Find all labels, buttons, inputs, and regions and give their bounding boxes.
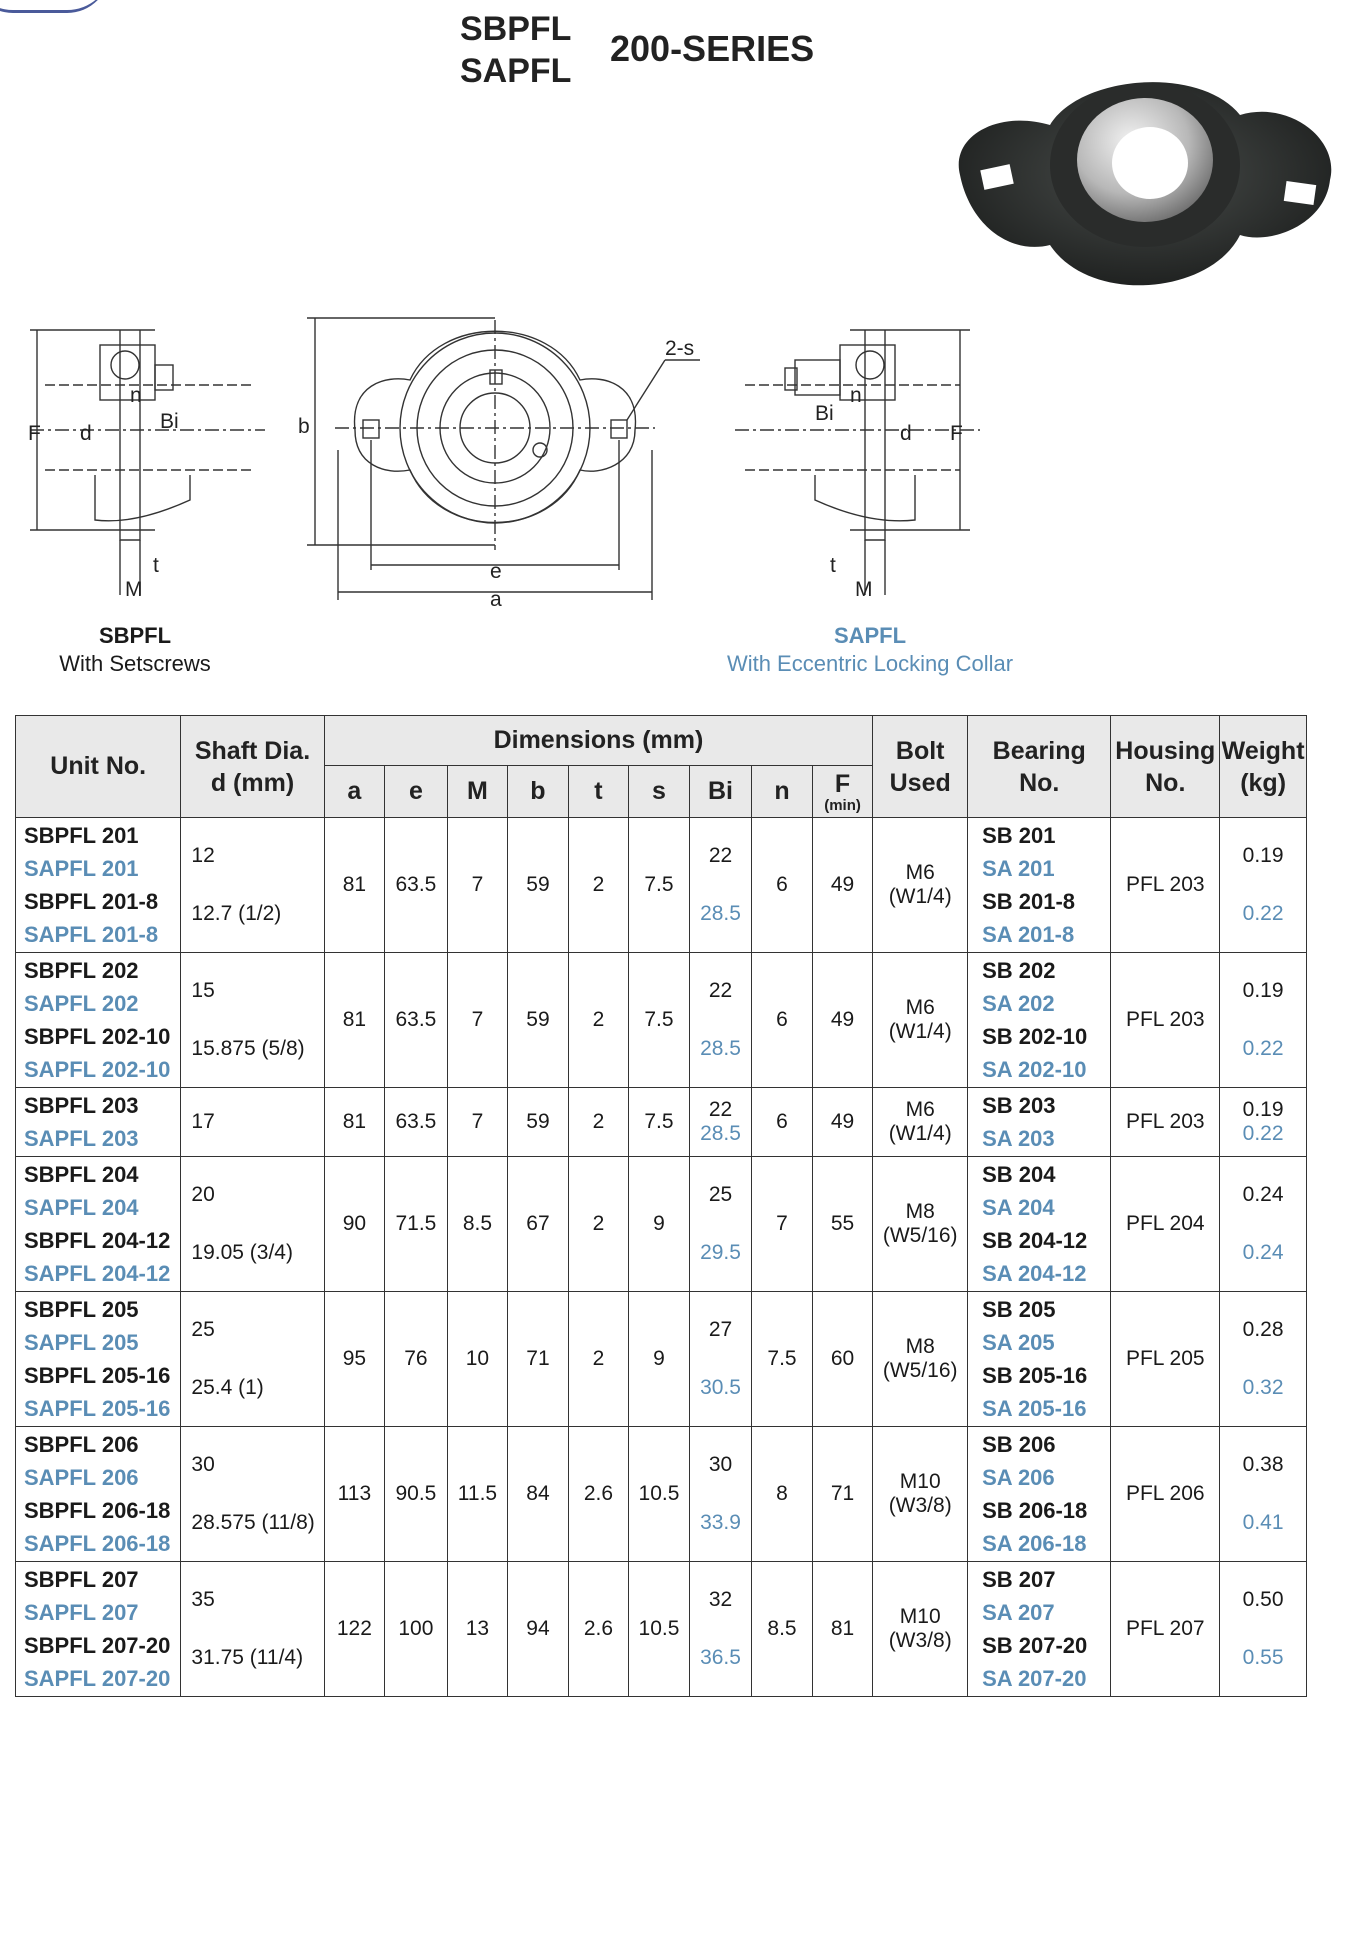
label-2s: 2-s (665, 337, 695, 360)
dim-Bi (689, 1427, 752, 1562)
housing-cell: PFL 206 (1111, 1427, 1220, 1562)
label-n: n (850, 384, 862, 407)
bearing-cell (968, 818, 1111, 953)
bearing-no: SB 204 (982, 1162, 1056, 1187)
dim-n: 8 (752, 1427, 813, 1562)
bearing-no: SB 202-10 (982, 1024, 1088, 1049)
dim-e: 63.5 (385, 953, 448, 1088)
weight-cell (1220, 818, 1307, 953)
dim-a: 113 (324, 1427, 385, 1562)
bi-value: 36.5 (700, 1646, 741, 1669)
sbpfl-caption (20, 622, 250, 678)
sapfl-side-drawing (730, 310, 990, 610)
unit-no: SAPFL 203 (24, 1126, 139, 1151)
dim-Bi (689, 1157, 752, 1292)
unit-no: SAPFL 205-16 (24, 1396, 171, 1421)
bolt-value: M10 (899, 1470, 941, 1493)
bi-value: 32 (708, 1588, 733, 1611)
col-s: s (629, 766, 690, 818)
housing-cell: PFL 204 (1111, 1157, 1220, 1292)
bolt-cell (873, 1157, 968, 1292)
bi-value: 28.5 (700, 1037, 741, 1060)
dim-M: 7 (447, 953, 508, 1088)
dim-b: 71 (508, 1292, 569, 1427)
table-row (16, 953, 1307, 1088)
bi-value: 25 (708, 1183, 733, 1206)
bearing-no: SB 201-8 (982, 889, 1076, 914)
bearing-no: SA 202-10 (982, 1057, 1087, 1082)
table-row (16, 1427, 1307, 1562)
col-e: e (385, 766, 448, 818)
dim-a: 90 (324, 1157, 385, 1292)
col-bolt: Bolt Used (873, 716, 968, 818)
table-row (16, 818, 1307, 953)
bearing-no: SB 206-18 (982, 1498, 1088, 1523)
label-t: t (153, 554, 159, 577)
sapfl-caption-name: SAPFL (833, 623, 907, 648)
bolt-value: M6 (905, 861, 935, 884)
shaft-cell (181, 818, 324, 953)
shaft-dia: 25 (191, 1318, 215, 1341)
weight-cell (1220, 1562, 1307, 1697)
bolt-value: M8 (905, 1200, 935, 1223)
shaft-dia: 30 (191, 1453, 215, 1476)
label-t: t (830, 554, 836, 577)
dim-t: 2 (568, 1292, 629, 1427)
bearing-no: SB 206 (982, 1432, 1056, 1457)
shaft-dia: 35 (191, 1588, 215, 1611)
dim-F: 55 (812, 1157, 873, 1292)
bolt-value: M8 (905, 1335, 935, 1358)
label-M: M (855, 578, 873, 601)
unit-no: SBPFL 206-18 (24, 1498, 171, 1523)
bolt-value: M6 (905, 1098, 935, 1121)
unit-no: SAPFL 206-18 (24, 1531, 171, 1556)
bolt-value: (W5/16) (882, 1359, 958, 1382)
unit-no: SAPFL 201 (24, 856, 139, 881)
col-M: M (447, 766, 508, 818)
dim-b: 94 (508, 1562, 569, 1697)
weight-value: 0.24 (1242, 1241, 1284, 1264)
unit-no: SBPFL 203 (24, 1093, 139, 1118)
dim-e: 63.5 (385, 1088, 448, 1157)
dim-t: 2 (568, 953, 629, 1088)
dim-n: 6 (752, 818, 813, 953)
weight-value: 0.41 (1242, 1511, 1284, 1534)
dim-n: 6 (752, 1088, 813, 1157)
dim-t: 2 (568, 818, 629, 953)
bolt-cell (873, 818, 968, 953)
dim-e: 90.5 (385, 1427, 448, 1562)
shaft-dia: 17 (191, 1110, 215, 1133)
weight-value: 0.22 (1242, 902, 1284, 925)
bi-value: 27 (708, 1318, 733, 1341)
dim-M: 13 (447, 1562, 508, 1697)
dim-a: 81 (324, 1088, 385, 1157)
dim-F: 49 (812, 818, 873, 953)
bi-value: 22 (708, 979, 733, 1002)
weight-cell (1220, 953, 1307, 1088)
unit-no-cell (16, 1088, 181, 1157)
bearing-no: SB 205 (982, 1297, 1056, 1322)
sbpfl-caption-desc: With Setscrews (59, 651, 211, 676)
title-line-sapfl: SAPFL (460, 52, 572, 90)
dim-e: 76 (385, 1292, 448, 1427)
weight-value: 0.50 (1242, 1588, 1284, 1611)
bi-value: 33.9 (700, 1511, 741, 1534)
table-row (16, 1292, 1307, 1427)
dim-t: 2 (568, 1157, 629, 1292)
bearing-no: SB 207-20 (982, 1633, 1088, 1658)
dim-a: 81 (324, 953, 385, 1088)
dim-n: 7 (752, 1157, 813, 1292)
weight-value: 0.22 (1242, 1037, 1284, 1060)
unit-no: SAPFL 206 (24, 1465, 139, 1490)
product-photo (940, 55, 1340, 315)
sbpfl-caption-name: SBPFL (98, 623, 172, 648)
weight-cell (1220, 1157, 1307, 1292)
bearing-no: SB 204-12 (982, 1228, 1088, 1253)
unit-no-cell (16, 1292, 181, 1427)
bearing-no: SB 205-16 (982, 1363, 1088, 1388)
bolt-value: (W3/8) (888, 1494, 952, 1517)
col-b: b (508, 766, 569, 818)
dim-Bi (689, 1088, 752, 1157)
table-row (16, 1157, 1307, 1292)
label-Bi: Bi (815, 402, 834, 425)
bi-value: 30 (708, 1453, 733, 1476)
shaft-dia: 25.4 (1) (191, 1376, 264, 1399)
col-weight: Weight (kg) (1220, 716, 1307, 818)
bearing-no: SA 203 (982, 1126, 1055, 1151)
bearing-no: SA 204-12 (982, 1261, 1087, 1286)
unit-no-cell (16, 1562, 181, 1697)
bolt-cell (873, 1088, 968, 1157)
col-unit: Unit No. (16, 716, 181, 818)
dim-b: 84 (508, 1427, 569, 1562)
col-shaft: Shaft Dia. d (mm) (181, 716, 324, 818)
page-title (460, 8, 815, 92)
dim-Bi (689, 1562, 752, 1697)
unit-no: SBPFL 204-12 (24, 1228, 171, 1253)
col-a: a (324, 766, 385, 818)
bolt-value: (W1/4) (888, 1020, 952, 1043)
bolt-cell (873, 1562, 968, 1697)
housing-cell: PFL 205 (1111, 1292, 1220, 1427)
shaft-dia: 12 (191, 844, 215, 867)
bearing-no: SA 207 (982, 1600, 1055, 1625)
bearing-no: SB 203 (982, 1093, 1056, 1118)
bi-value: 30.5 (700, 1376, 741, 1399)
shaft-cell (181, 1088, 324, 1157)
bi-value: 22 (708, 844, 733, 867)
dim-M: 7 (447, 1088, 508, 1157)
bolt-value: (W3/8) (888, 1629, 952, 1652)
label-M: M (125, 578, 143, 601)
label-a: a (490, 588, 502, 610)
label-d: d (80, 422, 92, 445)
weight-value: 0.55 (1242, 1646, 1284, 1669)
col-t: t (568, 766, 629, 818)
dim-t: 2 (568, 1088, 629, 1157)
bolt-cell (873, 1292, 968, 1427)
dim-s: 9 (629, 1157, 690, 1292)
unit-no: SAPFL 207-20 (24, 1666, 171, 1691)
bolt-value: (W1/4) (888, 1122, 952, 1145)
label-b: b (298, 415, 310, 438)
dim-M: 7 (447, 818, 508, 953)
dim-b: 67 (508, 1157, 569, 1292)
shaft-dia: 12.7 (1/2) (191, 902, 282, 925)
unit-no-cell (16, 1427, 181, 1562)
bolt-cell (873, 953, 968, 1088)
unit-no: SBPFL 206 (24, 1432, 139, 1457)
bolt-value: M10 (899, 1605, 941, 1628)
unit-no-cell (16, 953, 181, 1088)
bearing-no: SA 204 (982, 1195, 1055, 1220)
sapfl-caption (690, 622, 1050, 678)
dim-F: 71 (812, 1427, 873, 1562)
col-housing: Housing No. (1111, 716, 1220, 818)
dim-F: 49 (812, 953, 873, 1088)
bearing-no: SA 206 (982, 1465, 1055, 1490)
unit-no-cell (16, 818, 181, 953)
dim-Bi (689, 818, 752, 953)
dim-b: 59 (508, 818, 569, 953)
unit-no: SAPFL 201-8 (24, 922, 159, 947)
dim-F: 49 (812, 1088, 873, 1157)
col-n: n (752, 766, 813, 818)
dim-e: 71.5 (385, 1157, 448, 1292)
shaft-dia: 15 (191, 979, 215, 1002)
weight-cell (1220, 1292, 1307, 1427)
dim-s: 7.5 (629, 818, 690, 953)
housing-cell: PFL 203 (1111, 818, 1220, 953)
weight-value: 0.28 (1242, 1318, 1284, 1341)
sapfl-caption-desc: With Eccentric Locking Collar (726, 651, 1014, 676)
corner-mark (0, 0, 110, 13)
shaft-cell (181, 953, 324, 1088)
dim-M: 10 (447, 1292, 508, 1427)
weight-value: 0.22 (1242, 1122, 1284, 1145)
bearing-no: SB 207 (982, 1567, 1056, 1592)
unit-no: SBPFL 205-16 (24, 1363, 171, 1388)
dim-Bi (689, 953, 752, 1088)
bearing-no: SA 201 (982, 856, 1055, 881)
shaft-dia: 31.75 (11/4) (191, 1646, 304, 1669)
unit-no: SAPFL 207 (24, 1600, 139, 1625)
weight-value: 0.38 (1242, 1453, 1284, 1476)
bearing-no: SA 207-20 (982, 1666, 1087, 1691)
bearing-cell (968, 1427, 1111, 1562)
sbpfl-side-drawing (25, 310, 275, 610)
dim-e: 100 (385, 1562, 448, 1697)
dim-s: 10.5 (629, 1427, 690, 1562)
unit-no: SAPFL 202 (24, 991, 139, 1016)
bearing-no: SA 201-8 (982, 922, 1075, 947)
spec-table (15, 715, 1307, 1697)
label-n: n (130, 384, 142, 407)
bi-value: 29.5 (700, 1241, 741, 1264)
unit-no: SBPFL 202 (24, 958, 139, 983)
shaft-cell (181, 1562, 324, 1697)
dim-M: 8.5 (447, 1157, 508, 1292)
dim-n: 7.5 (752, 1292, 813, 1427)
bearing-cell (968, 1562, 1111, 1697)
dim-a: 122 (324, 1562, 385, 1697)
bolt-value: (W5/16) (882, 1224, 958, 1247)
bolt-value: (W1/4) (888, 885, 952, 908)
dim-s: 7.5 (629, 1088, 690, 1157)
dim-a: 95 (324, 1292, 385, 1427)
dim-b: 59 (508, 1088, 569, 1157)
housing-cell: PFL 207 (1111, 1562, 1220, 1697)
dim-e: 63.5 (385, 818, 448, 953)
dim-s: 7.5 (629, 953, 690, 1088)
bearing-cell (968, 1292, 1111, 1427)
dim-n: 6 (752, 953, 813, 1088)
label-F: F (950, 422, 963, 445)
bearing-no: SA 206-18 (982, 1531, 1087, 1556)
bearing-no: SA 205 (982, 1330, 1055, 1355)
col-dimensions: Dimensions (mm) (324, 716, 873, 766)
bearing-no: SA 202 (982, 991, 1055, 1016)
title-line-sbpfl: SBPFL (460, 10, 572, 48)
dim-b: 59 (508, 953, 569, 1088)
unit-no: SBPFL 207 (24, 1567, 139, 1592)
weight-value: 0.19 (1242, 844, 1284, 867)
title-series: 200-SERIES (610, 28, 815, 69)
weight-value: 0.19 (1242, 1098, 1284, 1121)
bolt-cell (873, 1427, 968, 1562)
bearing-cell (968, 953, 1111, 1088)
bi-value: 28.5 (700, 1122, 741, 1145)
dim-a: 81 (324, 818, 385, 953)
shaft-dia: 15.875 (5/8) (191, 1037, 305, 1060)
bearing-no: SB 201 (982, 823, 1056, 848)
bolt-value: M6 (905, 996, 935, 1019)
front-drawing (295, 300, 715, 610)
unit-no: SAPFL 204-12 (24, 1261, 171, 1286)
shaft-dia: 28.575 (11/8) (191, 1511, 315, 1534)
label-e: e (490, 560, 502, 583)
bi-value: 22 (708, 1098, 733, 1121)
table-row (16, 1088, 1307, 1157)
bi-value: 28.5 (700, 902, 741, 925)
weight-cell (1220, 1427, 1307, 1562)
col-bearing: Bearing No. (968, 716, 1111, 818)
unit-no: SBPFL 202-10 (24, 1024, 171, 1049)
dim-F: 81 (812, 1562, 873, 1697)
weight-value: 0.32 (1242, 1376, 1284, 1399)
dim-Bi (689, 1292, 752, 1427)
bearing-cell (968, 1157, 1111, 1292)
dim-F: 60 (812, 1292, 873, 1427)
table-row (16, 1562, 1307, 1697)
unit-no: SAPFL 204 (24, 1195, 139, 1220)
unit-no: SBPFL 201-8 (24, 889, 159, 914)
dim-s: 10.5 (629, 1562, 690, 1697)
col-F: F (min) (812, 766, 873, 818)
housing-cell: PFL 203 (1111, 1088, 1220, 1157)
unit-no: SBPFL 204 (24, 1162, 139, 1187)
dim-M: 11.5 (447, 1427, 508, 1562)
shaft-dia: 20 (191, 1183, 215, 1206)
label-F: F (28, 422, 41, 445)
unit-no: SBPFL 205 (24, 1297, 139, 1322)
unit-no-cell (16, 1157, 181, 1292)
bearing-no: SA 205-16 (982, 1396, 1087, 1421)
unit-no: SAPFL 202-10 (24, 1057, 171, 1082)
weight-value: 0.19 (1242, 979, 1284, 1002)
label-Bi: Bi (160, 410, 179, 433)
weight-value: 0.24 (1242, 1183, 1284, 1206)
shaft-cell (181, 1292, 324, 1427)
dim-t: 2.6 (568, 1427, 629, 1562)
unit-no: SBPFL 207-20 (24, 1633, 171, 1658)
bearing-no: SB 202 (982, 958, 1056, 983)
bearing-cell (968, 1088, 1111, 1157)
shaft-cell (181, 1427, 324, 1562)
weight-cell (1220, 1088, 1307, 1157)
shaft-dia: 19.05 (3/4) (191, 1241, 293, 1264)
dim-s: 9 (629, 1292, 690, 1427)
label-d: d (900, 422, 912, 445)
dim-t: 2.6 (568, 1562, 629, 1697)
dim-n: 8.5 (752, 1562, 813, 1697)
housing-cell: PFL 203 (1111, 953, 1220, 1088)
unit-no: SBPFL 201 (24, 823, 139, 848)
col-Bi: Bi (689, 766, 752, 818)
unit-no: SAPFL 205 (24, 1330, 139, 1355)
shaft-cell (181, 1157, 324, 1292)
